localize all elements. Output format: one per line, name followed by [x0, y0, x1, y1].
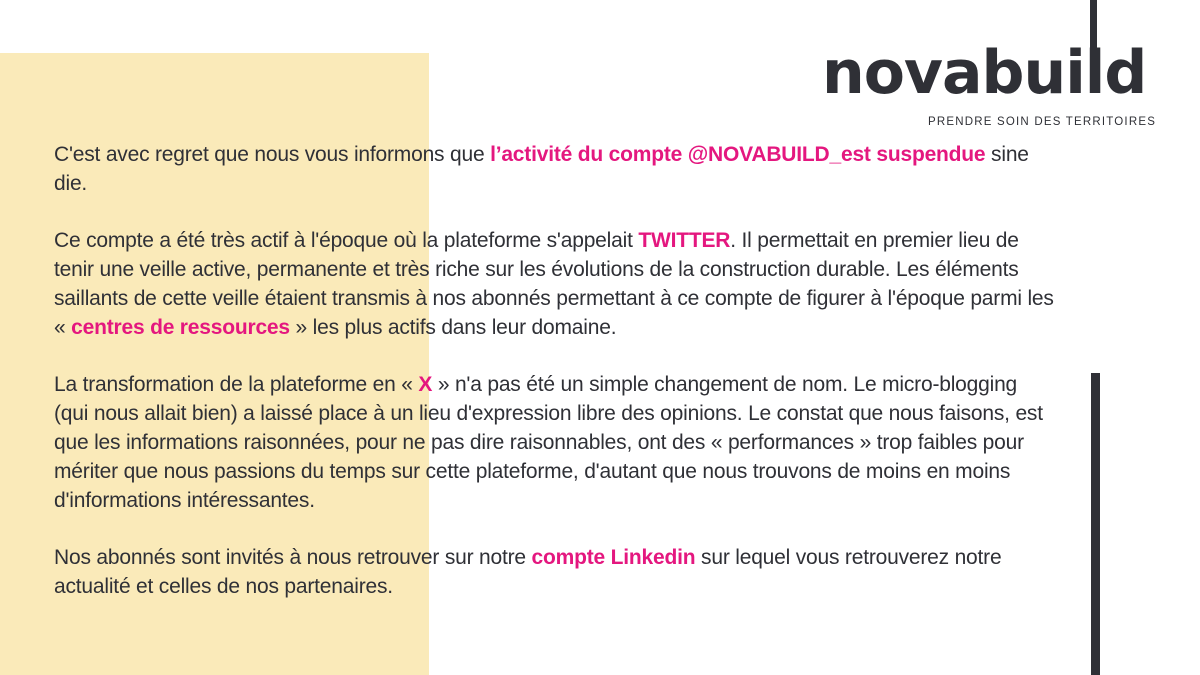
paragraph-linkedin — [54, 543, 1054, 601]
text-segment: Nos abonnés sont invités à nous retrouver sur notre — [54, 546, 532, 569]
novabuild-logo: novabuild — [822, 38, 1147, 108]
text-segment: . Il permettait en premier lieu de tenir une veille active, permanente et très riche sur les évolutions de la construction durable. Les éléments saillants de cette veille étaient transmis à nos abonnés permettant à ce compte de figurer à l'époque parmi les « — [54, 229, 1054, 339]
paragraph-suspension — [54, 140, 1054, 198]
text-segment: » les plus actifs dans leur domaine. — [289, 316, 617, 339]
text-segment: C'est avec regret que nous vous informons que — [54, 143, 491, 166]
paragraph-history — [54, 226, 1054, 342]
highlight-linkedin-account: compte Linkedin — [531, 546, 696, 569]
highlight-account-suspended: l’activité du compte @NOVABUILD_est suspendue — [490, 143, 986, 166]
text-segment: sur lequel vous retrouverez notre actualité et celles de nos partenaires. — [54, 546, 1002, 598]
text-segment: » n'a pas été un simple changement de nom. Le micro-blogging (qui nous allait bien) a laissé place à un lieu d'expression libre des opinions. Le constat que nous faisons, est que les informations raisonnées, pour ne pas dire raisonnables, ont des « performances » trop faibles pour mériter que nous passions du temps sur cette plateforme, d'autant que nous trouvons de moins en moins d'informations intéressantes. — [54, 373, 1043, 512]
logo-tagline: PRENDRE SOIN DES TERRITOIRES — [928, 116, 1157, 128]
announcement-text — [54, 140, 1054, 629]
text-segment: sine die. — [54, 143, 1029, 195]
highlight-x: X — [418, 373, 433, 396]
text-segment: Ce compte a été très actif à l'époque où la plateforme s'appelait — [54, 229, 639, 252]
text-segment: La transformation de la plateforme en « — [54, 373, 419, 396]
highlight-twitter: TWITTER — [638, 229, 731, 252]
paragraph-transformation — [54, 370, 1054, 515]
decorative-vertical-bar — [1091, 373, 1100, 675]
highlight-resource-centers: centres de ressources — [71, 316, 290, 339]
